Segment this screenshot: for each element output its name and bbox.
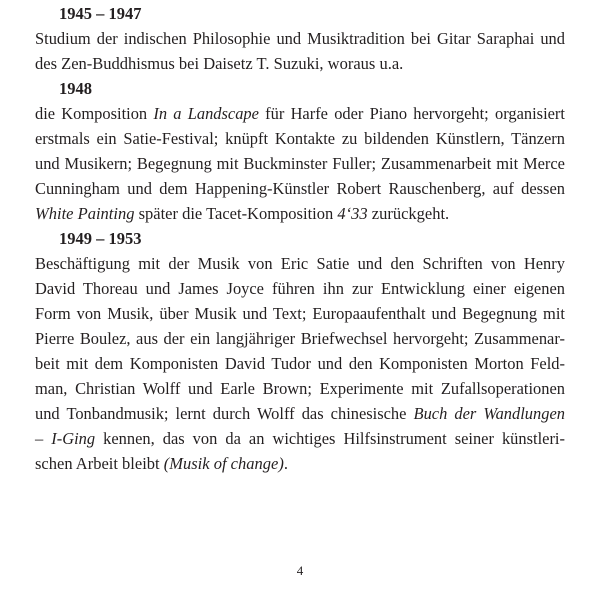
text-line: Cunningham und dem Happening-Künstler Robert Rauschenberg, auf dessen <box>35 179 565 198</box>
work-title: 4‘33 <box>337 204 368 223</box>
work-title: (Musik of change) <box>163 454 284 473</box>
year-heading-1945-1947: 1945 – 1947 <box>59 4 142 23</box>
text-line: Form von Musik, über Musik und Text; Europaaufenthalt und Begegnung mit <box>35 304 565 323</box>
text-line: Studium der indischen Philosophie und Musiktradition bei Gitar Saraphai und <box>35 29 565 48</box>
text-line: beit mit dem Komponisten David Tudor und den Komponisten Morton Feld- <box>35 354 565 373</box>
text-line: des Zen-Buddhismus bei Daisetz T. Suzuki, woraus u.a. <box>35 54 404 73</box>
work-title: I-Ging <box>51 429 96 448</box>
text-line: – I-Ging kennen, das von da an wichtiges Hilfsinstrument seiner künstleri- <box>35 429 565 448</box>
page-number: 4 <box>296 563 304 578</box>
text-line: schen Arbeit bleibt (Musik of change). <box>35 454 288 473</box>
text-line: White Painting später die Tacet-Komposition 4‘33 zurückgeht. <box>35 204 450 223</box>
text-line: Beschäftigung mit der Musik von Eric Satie und den Schriften von Henry <box>35 254 565 273</box>
text-line: erstmals ein Satie-Festival; knüpft Kontakte zu bildenden Künstlern, Tänzern <box>35 129 565 148</box>
work-title: In a Landscape <box>153 104 259 123</box>
year-heading-1948: 1948 <box>59 79 92 98</box>
work-title: White Painting <box>35 204 135 223</box>
text-line: und Musikern; Begegnung mit Buckminster Fuller; Zusammenarbeit mit Merce <box>35 154 565 173</box>
year-heading-1949-1953: 1949 – 1953 <box>59 229 142 248</box>
text-line: man, Christian Wolff und Earle Brown; Experimente mit Zufallsoperationen <box>35 379 565 398</box>
text-line: David Thoreau und James Joyce führen ihn zur Entwicklung einer eigenen <box>35 279 565 298</box>
work-title: Buch der Wandlungen <box>413 404 565 423</box>
text-line: die Komposition In a Landscape für Harfe oder Piano hervorgeht; organisiert <box>35 104 565 123</box>
text-line: Pierre Boulez, aus der ein langjähriger Briefwechsel hervorgeht; Zusammenar- <box>35 329 565 348</box>
text-line: und Tonbandmusik; lernt durch Wolff das chinesische Buch der Wandlungen <box>35 404 565 423</box>
